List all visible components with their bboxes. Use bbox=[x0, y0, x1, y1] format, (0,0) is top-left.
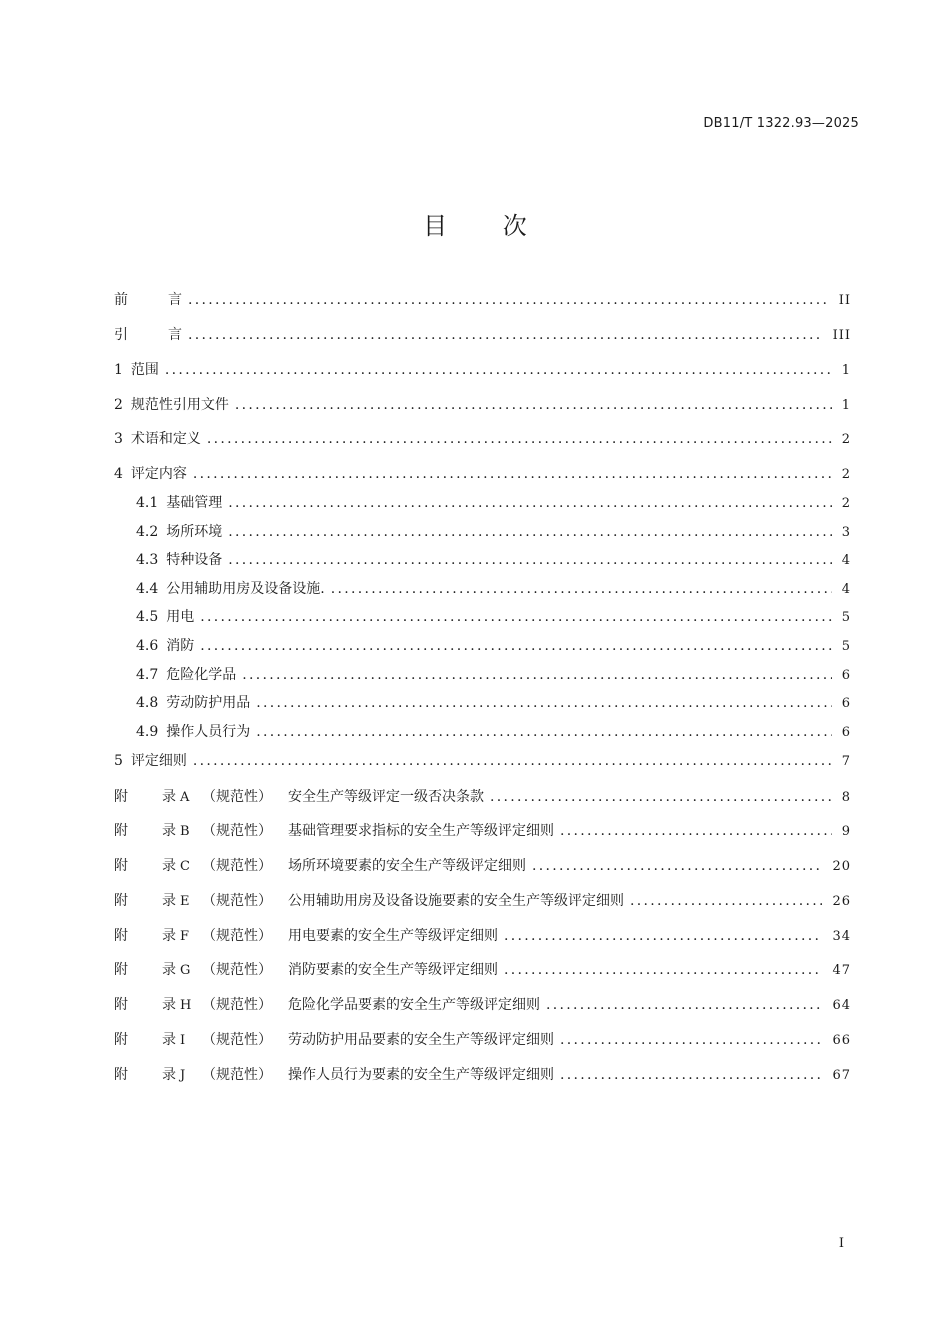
toc-entry[interactable] bbox=[114, 290, 851, 310]
toc-entry-page: 1 bbox=[841, 398, 851, 413]
toc-entry-label bbox=[136, 636, 194, 656]
annex-word: 附 bbox=[114, 962, 128, 978]
toc-entry-title: 术语和定义 bbox=[130, 431, 201, 447]
annex-nature: （规范性） bbox=[202, 997, 272, 1013]
toc-entry-page: 6 bbox=[841, 668, 851, 683]
toc-entry-label bbox=[114, 856, 526, 877]
toc-entry-label bbox=[114, 821, 554, 842]
toc-entry-label bbox=[136, 665, 236, 685]
toc-entry[interactable] bbox=[114, 395, 851, 415]
toc-entry-title: 评定内容 bbox=[130, 466, 187, 482]
toc-entry-label bbox=[136, 522, 222, 542]
dot-leader bbox=[193, 751, 832, 771]
toc-entry[interactable] bbox=[114, 464, 851, 484]
dot-leader bbox=[560, 821, 832, 841]
annex-letter: G bbox=[180, 963, 191, 978]
toc-entry-page: 26 bbox=[832, 894, 851, 909]
annex-word: 附 bbox=[114, 1067, 128, 1083]
toc-entry-label bbox=[136, 722, 250, 742]
toc-entry-title: 规范性引用文件 bbox=[130, 397, 229, 413]
toc-entry-label bbox=[114, 787, 484, 808]
toc-entry-label bbox=[136, 607, 194, 627]
toc-entry-page: 20 bbox=[832, 859, 851, 874]
annex-letter: B bbox=[180, 824, 190, 839]
toc-entry-number: 1 bbox=[114, 362, 123, 378]
toc-entry-page: 2 bbox=[841, 467, 851, 482]
annex-word: 附 bbox=[114, 858, 128, 874]
annex-word: 附 bbox=[114, 928, 128, 944]
toc-entry-number: 4.2 bbox=[136, 524, 159, 540]
toc-entry-label bbox=[114, 360, 159, 380]
dot-leader bbox=[188, 325, 823, 345]
toc-entry-page: 67 bbox=[832, 1068, 851, 1083]
dot-leader bbox=[242, 665, 831, 685]
toc-entry-page: 6 bbox=[841, 725, 851, 740]
toc-entry[interactable] bbox=[136, 693, 851, 713]
dot-leader bbox=[165, 360, 832, 380]
dot-leader bbox=[228, 550, 831, 570]
annex-letter: F bbox=[180, 929, 190, 944]
dot-leader bbox=[235, 395, 832, 415]
toc-entry-page: 4 bbox=[841, 582, 851, 597]
toc-entry-number: 4.1 bbox=[136, 495, 159, 511]
toc-entry-label bbox=[114, 960, 498, 981]
toc-entry-number: 3 bbox=[114, 431, 123, 447]
toc-entry[interactable] bbox=[136, 522, 851, 542]
toc-entry-number: 4.4 bbox=[136, 581, 159, 597]
toc-entry[interactable] bbox=[114, 995, 851, 1015]
toc-entry-number: 4.3 bbox=[136, 552, 159, 568]
toc-entry-page: 6 bbox=[841, 696, 851, 711]
dot-leader bbox=[560, 1030, 822, 1050]
dot-leader bbox=[256, 722, 831, 742]
annex-word: 录 bbox=[162, 928, 176, 944]
annex-word: 录 bbox=[162, 858, 176, 874]
dot-leader bbox=[228, 493, 831, 513]
annex-word: 录 bbox=[162, 962, 176, 978]
dot-leader bbox=[560, 1065, 822, 1085]
toc-entry-page: 34 bbox=[832, 929, 851, 944]
toc-entry-title: 前 bbox=[114, 292, 128, 308]
dot-leader bbox=[188, 290, 829, 310]
dot-leader bbox=[490, 787, 832, 807]
toc-entry-title: 操作人员行为要素的安全生产等级评定细则 bbox=[288, 1067, 554, 1083]
toc-entry-number: 4.6 bbox=[136, 638, 159, 654]
dot-leader bbox=[256, 693, 831, 713]
toc-entry-title: 言 bbox=[168, 292, 182, 308]
toc-entry-title: 范围 bbox=[130, 362, 159, 378]
toc-entry-page: 64 bbox=[832, 998, 851, 1013]
toc-entry-title: 危险化学品 bbox=[166, 667, 237, 683]
toc-entry-title: 场所环境 bbox=[166, 524, 223, 540]
annex-word: 录 bbox=[162, 823, 176, 839]
toc-entry[interactable] bbox=[114, 821, 851, 841]
toc-entry-title: 场所环境要素的安全生产等级评定细则 bbox=[288, 858, 526, 874]
toc-entry-title: 评定细则 bbox=[130, 753, 187, 769]
toc-entry-label bbox=[114, 891, 624, 912]
toc-entry[interactable] bbox=[136, 579, 851, 599]
toc-entry-number: 4.5 bbox=[136, 609, 159, 625]
annex-letter: E bbox=[180, 894, 190, 909]
annex-nature: （规范性） bbox=[202, 893, 272, 909]
toc-entry-page: 47 bbox=[832, 963, 851, 978]
annex-nature: （规范性） bbox=[202, 962, 272, 978]
toc-entry-number: 4.9 bbox=[136, 724, 159, 740]
toc-entry-number: 4.7 bbox=[136, 667, 159, 683]
toc-entry[interactable] bbox=[136, 493, 851, 513]
toc-entry-number: 5 bbox=[114, 753, 123, 769]
toc-entry-number: 2 bbox=[114, 397, 123, 413]
toc-entry[interactable] bbox=[114, 891, 851, 911]
annex-word: 录 bbox=[162, 997, 176, 1013]
dot-leader bbox=[630, 891, 822, 911]
toc-entry-title: 言 bbox=[168, 327, 182, 343]
annex-letter: H bbox=[180, 998, 192, 1013]
toc-entry-page: III bbox=[832, 328, 851, 343]
annex-word: 附 bbox=[114, 823, 128, 839]
dot-leader bbox=[504, 926, 822, 946]
toc-entry[interactable] bbox=[114, 1030, 851, 1050]
dot-leader bbox=[193, 464, 832, 484]
toc-entry-label bbox=[114, 926, 498, 947]
toc-entry-page: 2 bbox=[841, 432, 851, 447]
annex-letter: A bbox=[180, 790, 190, 805]
toc-entry-page: 5 bbox=[841, 610, 851, 625]
toc-entry-title: 消防 bbox=[166, 638, 195, 654]
dot-leader bbox=[200, 636, 831, 656]
toc-entry[interactable] bbox=[114, 751, 851, 771]
toc-entry-title: 特种设备 bbox=[166, 552, 223, 568]
toc-entry[interactable] bbox=[114, 787, 851, 807]
annex-word: 录 bbox=[162, 789, 176, 805]
toc-entry[interactable] bbox=[136, 607, 851, 627]
annex-word: 附 bbox=[114, 789, 128, 805]
toc-entry-title: 引 bbox=[114, 327, 128, 343]
toc-entry-page: 3 bbox=[841, 525, 851, 540]
toc-entry-page: 7 bbox=[841, 754, 851, 769]
dot-leader bbox=[546, 995, 822, 1015]
toc-entry[interactable] bbox=[114, 1065, 851, 1085]
toc-entry-title: 公用辅助用房及设备设施. bbox=[166, 581, 325, 597]
toc-entry-page: 2 bbox=[841, 496, 851, 511]
toc-entry-title: 基础管理 bbox=[166, 495, 223, 511]
toc-entry-label bbox=[114, 429, 201, 449]
toc-entry-title: 安全生产等级评定一级否决条款 bbox=[288, 789, 484, 805]
annex-nature: （规范性） bbox=[202, 823, 272, 839]
toc-entry-title: 劳动防护用品 bbox=[166, 695, 251, 711]
dot-leader bbox=[200, 607, 831, 627]
annex-letter: I bbox=[180, 1033, 186, 1048]
toc-entry[interactable] bbox=[114, 856, 851, 876]
toc-entry-label bbox=[136, 550, 222, 570]
toc-entry-title: 操作人员行为 bbox=[166, 724, 251, 740]
annex-nature: （规范性） bbox=[202, 789, 272, 805]
toc-entry-page: 66 bbox=[832, 1033, 851, 1048]
toc-entry-label bbox=[114, 395, 229, 415]
toc-entry[interactable] bbox=[136, 636, 851, 656]
dot-leader bbox=[504, 960, 822, 980]
toc-entry[interactable] bbox=[136, 665, 851, 685]
dot-leader bbox=[532, 856, 822, 876]
toc-entry-label bbox=[136, 493, 222, 513]
toc-entry-label bbox=[136, 693, 250, 713]
toc-entry[interactable] bbox=[136, 550, 851, 570]
toc-entry-title: 危险化学品要素的安全生产等级评定细则 bbox=[288, 997, 540, 1013]
toc-entry-number: 4 bbox=[114, 466, 123, 482]
toc-entry-title: 基础管理要求指标的安全生产等级评定细则 bbox=[288, 823, 554, 839]
toc-entry-label bbox=[114, 1030, 554, 1051]
document-code: DB11/T 1322.93—2025 bbox=[703, 116, 859, 131]
toc-entry[interactable] bbox=[114, 360, 851, 380]
toc-entry[interactable] bbox=[114, 429, 851, 449]
toc-entry-label bbox=[114, 995, 540, 1016]
toc-entry-page: II bbox=[838, 293, 851, 308]
annex-nature: （规范性） bbox=[202, 1032, 272, 1048]
toc-entry-label bbox=[114, 325, 182, 345]
toc-entry[interactable] bbox=[114, 960, 851, 980]
annex-nature: （规范性） bbox=[202, 1067, 272, 1083]
toc-entry-title: 用电 bbox=[166, 609, 195, 625]
annex-word: 录 bbox=[162, 1067, 176, 1083]
toc-entry-title: 公用辅助用房及设备设施要素的安全生产等级评定细则 bbox=[288, 893, 624, 909]
toc-entry-page: 4 bbox=[841, 553, 851, 568]
annex-letter: C bbox=[180, 859, 190, 874]
annex-word: 录 bbox=[162, 893, 176, 909]
annex-word: 附 bbox=[114, 1032, 128, 1048]
toc-entry-page: 5 bbox=[841, 639, 851, 654]
annex-letter: J bbox=[180, 1068, 186, 1083]
toc-entry-page: 8 bbox=[841, 790, 851, 805]
toc-entry-page: 9 bbox=[841, 824, 851, 839]
toc-entry[interactable] bbox=[136, 722, 851, 742]
annex-word: 附 bbox=[114, 997, 128, 1013]
toc-entry[interactable] bbox=[114, 926, 851, 946]
annex-word: 附 bbox=[114, 893, 128, 909]
toc-entry-label bbox=[114, 290, 182, 310]
toc-entry-title: 用电要素的安全生产等级评定细则 bbox=[288, 928, 498, 944]
toc-entry-number: 4.8 bbox=[136, 695, 159, 711]
toc-entry-label bbox=[114, 751, 187, 771]
dot-leader bbox=[228, 522, 831, 542]
toc-title: 目 次 bbox=[423, 212, 551, 240]
page-number: I bbox=[838, 1236, 844, 1251]
dot-leader bbox=[207, 429, 832, 449]
toc-entry-label bbox=[114, 464, 187, 484]
toc-entry-label bbox=[136, 579, 325, 599]
toc-entry-title: 消防要素的安全生产等级评定细则 bbox=[288, 962, 498, 978]
toc-entry-page: 1 bbox=[841, 363, 851, 378]
annex-nature: （规范性） bbox=[202, 928, 272, 944]
dot-leader bbox=[331, 579, 832, 599]
toc-entry[interactable] bbox=[114, 325, 851, 345]
toc-entry-title: 劳动防护用品要素的安全生产等级评定细则 bbox=[288, 1032, 554, 1048]
toc-entry-label bbox=[114, 1065, 554, 1086]
annex-nature: （规范性） bbox=[202, 858, 272, 874]
annex-word: 录 bbox=[162, 1032, 176, 1048]
